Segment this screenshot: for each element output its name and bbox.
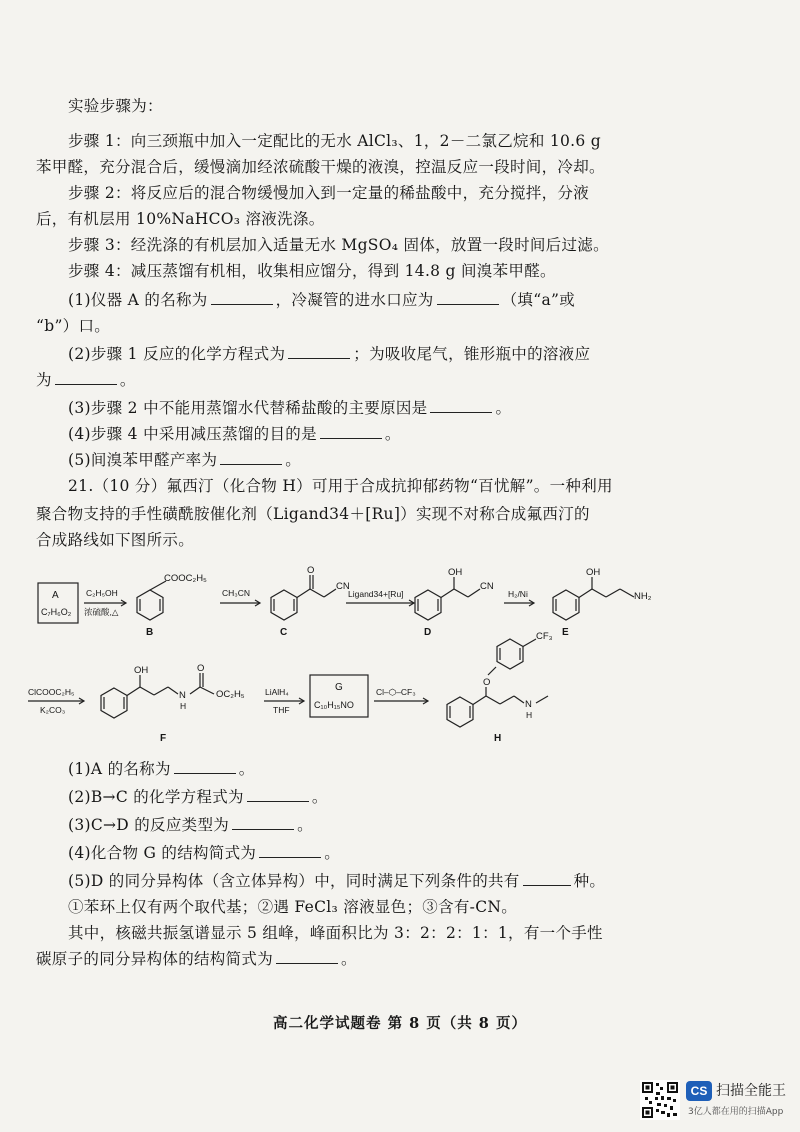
- benzene-ring-c: [271, 590, 297, 620]
- carbonyl-o-label: O: [307, 565, 315, 576]
- camscanner-logo: CS: [686, 1081, 712, 1101]
- ester-group-label: COOC₂H₅: [164, 573, 207, 584]
- question-line: (1)A 的名称为 。: [68, 760, 255, 778]
- reagent-k2co3: K₂CO₃: [40, 705, 66, 715]
- question-line: 为 。: [36, 371, 136, 389]
- compound-g-formula: C₁₀H₁₅NO: [314, 700, 354, 710]
- answer-blank[interactable]: [523, 871, 571, 886]
- benzene-ring-h-lower: [447, 697, 473, 727]
- synthesis-scheme: [28, 563, 778, 743]
- question-line: 碳原子的同分异构体的结构简式为 。: [36, 950, 357, 968]
- qr-code-icon: [640, 1080, 680, 1120]
- reagent-acid-heat: 浓硫酸,△: [84, 607, 119, 617]
- carbonyl-o-label-f: O: [197, 663, 205, 674]
- page-footer: 高二化学试题卷 第 8 页（共 8 页）: [273, 1015, 527, 1032]
- compound-a-label: A: [52, 590, 59, 601]
- compound-c-label: C: [280, 627, 288, 638]
- answer-blank[interactable]: [220, 450, 282, 465]
- answer-blank[interactable]: [259, 843, 321, 858]
- text-line: 聚合物支持的手性磺酰胺催化剂（Ligand34＋[Ru]）实现不对称合成氟西汀的: [36, 505, 590, 523]
- ethoxy-label-f: OC₂H₅: [216, 689, 245, 700]
- answer-blank[interactable]: [247, 787, 309, 802]
- benzene-ring-d: [415, 590, 441, 620]
- text-line: 其中，核磁共振氢谱显示 5 组峰，峰面积比为 3：2：2：1：1，有一个手性: [68, 924, 603, 942]
- answer-blank[interactable]: [174, 759, 236, 774]
- text-line: 合成路线如下图所示。: [36, 531, 195, 549]
- hydrogen-label-f: H: [180, 701, 187, 711]
- nitrile-label-d: CN: [480, 581, 494, 592]
- answer-blank[interactable]: [437, 290, 499, 305]
- reagent-ethanol: C₂H₅OH: [86, 588, 118, 598]
- text-line: 步骤 4：减压蒸馏有机相，收集相应馏分，得到 14.8 g 间溴苯甲醛。: [68, 262, 556, 280]
- text-line: 后，有机层用 10%NaHCO₃ 溶液洗涤。: [36, 210, 325, 228]
- text-line: ①苯环上仅有两个取代基；②遇 FeCl₃ 溶液显色；③含有-CN。: [68, 898, 518, 916]
- compound-a-box: [38, 583, 78, 623]
- answer-blank[interactable]: [211, 290, 273, 305]
- benzene-ring-e: [553, 590, 579, 620]
- text-line: 苯甲醛，充分混合后，缓慢滴加经浓硫酸干燥的液溴，控温反应一段时间，冷却。: [36, 158, 605, 176]
- answer-blank[interactable]: [276, 949, 338, 964]
- text-line: 实验步骤为：: [68, 97, 163, 115]
- watermark-tagline: 3亿人都在用的扫描App: [688, 1107, 784, 1117]
- answer-blank[interactable]: [55, 370, 117, 385]
- text-line: 步骤 1：向三颈瓶中加入一定配比的无水 AlCl₃、1，2－二氯乙烷和 10.6 g: [68, 132, 602, 150]
- benzene-ring-f: [101, 688, 127, 718]
- benzene-ring-h-upper: [497, 639, 523, 669]
- answer-blank[interactable]: [430, 398, 492, 413]
- answer-blank[interactable]: [288, 344, 350, 359]
- question-line: (3)C→D 的反应类型为 。: [68, 816, 313, 834]
- reagent-thf: THF: [273, 705, 290, 715]
- question-line: (3)步骤 2 中不能用蒸馏水代替稀盐酸的主要原因是 。: [68, 399, 512, 417]
- compound-a-formula: C₇H₆O₂: [41, 607, 72, 617]
- reagent-aryl-chloride: Cl–⬡–CF₃: [376, 687, 416, 697]
- reagent-h2-ni: H₂/Ni: [508, 589, 528, 599]
- hydrogen-label-h: H: [526, 710, 533, 720]
- text-line: “b”）口。: [36, 317, 111, 335]
- answer-blank[interactable]: [232, 815, 294, 830]
- question-line: (2)B→C 的化学方程式为 。: [68, 788, 328, 806]
- text-line: 21.（10 分）氟西汀（化合物 H）可用于合成抗抑郁药物“百忧解”。一种利用: [68, 477, 613, 495]
- compound-d-label: D: [424, 627, 432, 638]
- reagent-acetonitrile: CH₃CN: [222, 588, 251, 598]
- compound-e-label: E: [562, 627, 569, 638]
- question-line: (4)化合物 G 的结构简式为 。: [68, 844, 341, 862]
- compound-f-label: F: [160, 733, 167, 743]
- question-line: (2)步骤 1 反应的化学方程式为 ；为吸收尾气，锥形瓶中的溶液应: [68, 345, 591, 363]
- answer-blank[interactable]: [320, 424, 382, 439]
- compound-g-label: G: [335, 682, 343, 693]
- nitrile-label-c: CN: [336, 581, 350, 592]
- trifluoromethyl-label: CF₃: [536, 631, 553, 642]
- text-line: 步骤 2：将反应后的混合物缓慢加入到一定量的稀盐酸中，充分搅拌，分液: [68, 184, 589, 202]
- nitrogen-label-f: N: [179, 690, 186, 701]
- amine-label-e: NH₂: [634, 591, 652, 602]
- question-line: (4)步骤 4 中采用减压蒸馏的目的是 。: [68, 425, 401, 443]
- hydroxyl-label-f: OH: [134, 665, 149, 676]
- compound-h-label: H: [494, 733, 502, 743]
- question-line: (1)仪器 A 的名称为 ，冷凝管的进水口应为 （填“a”或: [68, 291, 576, 309]
- watermark-app-name: 扫描全能王: [716, 1083, 786, 1099]
- reagent-chloroformate: ClCOOC₂H₅: [28, 687, 75, 697]
- compound-b-label: B: [146, 627, 154, 638]
- benzene-ring-b: [137, 590, 163, 620]
- reagent-lialh4: LiAlH₄: [265, 687, 289, 697]
- question-line: (5)D 的同分异构体（含立体异构）中，同时满足下列条件的共有 种。: [68, 872, 606, 890]
- ether-o-label: O: [483, 677, 491, 688]
- reagent-catalyst: Ligand34+[Ru]: [348, 589, 404, 599]
- text-line: 步骤 3：经洗涤的有机层加入适量无水 MgSO₄ 固体，放置一段时间后过滤。: [68, 236, 609, 254]
- question-line: (5)间溴苯甲醛产率为 。: [68, 451, 302, 469]
- hydroxyl-label-e: OH: [586, 567, 601, 578]
- nitrogen-label-h: N: [525, 699, 532, 710]
- hydroxyl-label-d: OH: [448, 567, 463, 578]
